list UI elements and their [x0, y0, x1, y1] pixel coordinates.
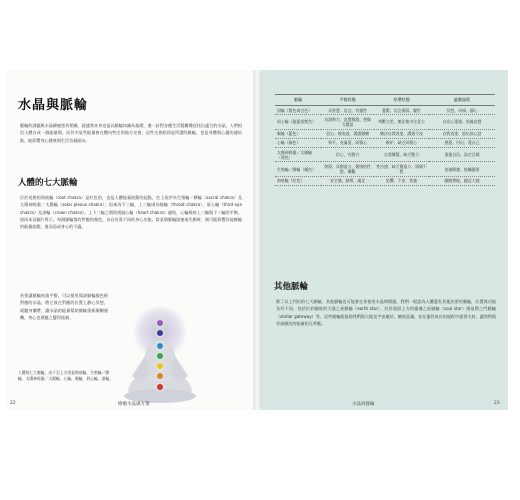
section-body: 位於尾椎的海底輪（root chakra）是紅色的，也是人體能量流動的起點，往上依序為生殖輪／臍輪（sacral chakra）及太陽神經叢／太陽輪（solar plexus chakra）；再來為下三輪，上三輪則為喉輪（throat chakra）、眉心輪（third eye chakra）及頂輪（crown chakra）。上下三輪之間則透過心輪（heart chakra）連結，心輪維持上三輪與下三輪的平衡。如同本頁圖片所示，每個脈輪都有對應的顏色，各自負責不同的身心功能。當某個脈輪阻塞或失衡時，便可能影響其他脈輪的能量流動，進而造成身心的不適。	[20, 195, 242, 230]
table-cell: 腳踏實地、親近大地	[429, 176, 495, 185]
table-cell: 重建自信、設定目標	[429, 148, 495, 162]
table-cell: 太陽神經叢／太陽輪（黃色）	[275, 148, 321, 162]
table-cell: 性冷感、缺乏創造力、情緒不穩	[374, 162, 429, 176]
intro-paragraph: 脈輪的課題與水晶療癒密切相關，就連我本身也是以脈輪知識為基礎，進一針對各種生活疑難雜症找出適合的水晶。人們相信人體自成一個能量場，而其中某些能量會在體內特定的地方交會。這些交會點即是所謂的脈輪，也是身體與心靈的連結點，能影響身心健康與生活各個面向。	[20, 123, 242, 143]
book-title-footer: 療癒水晶處方箋	[118, 402, 150, 407]
table-row	[275, 162, 495, 176]
sacral-chakra-dot	[157, 373, 163, 379]
table-cell: 恐懼、不安、焦慮	[374, 176, 429, 185]
table-cell: 喉輪（藍色）	[275, 129, 321, 138]
table-row	[275, 129, 495, 138]
table-row	[275, 138, 495, 147]
table-header: 停滯狀態	[374, 95, 429, 106]
table-cell: 自我懷疑、缺乏動力	[374, 148, 429, 162]
table-cell: 眉心輪（靛藍或紫色）	[275, 115, 321, 129]
table-row	[275, 176, 495, 185]
table-cell: 心輪（綠色）	[275, 138, 321, 147]
table-cell: 自我表達、說出真心話	[429, 129, 495, 138]
left-page	[6, 70, 253, 410]
solar-plexus-chakra-dot	[157, 363, 163, 369]
table-cell: 判斷力差、無法集中注意力	[374, 115, 429, 129]
right-page	[262, 70, 508, 410]
table-cell: 生殖輪／臍輪（橘色）	[275, 162, 321, 176]
table-cell: 海底輪（紅色）	[275, 176, 321, 185]
table-cell: 感恩、付出、愛自己	[429, 138, 495, 147]
table-cell: 信心、有動力	[321, 148, 374, 162]
table-cell: 頂輪（紫色或白色）	[275, 106, 321, 115]
table-cell: 具智慧、信念、有靈性	[321, 106, 374, 115]
table-cell: 無法自我表達、溝通不良	[374, 129, 429, 138]
section-title: 其他脈輪	[274, 282, 309, 292]
table-cell: 和平、充滿愛、同情心	[321, 138, 374, 147]
meditation-figure	[112, 306, 208, 406]
table-cell: 信心、擅表達、溝通順暢	[321, 129, 374, 138]
heart-chakra-dot	[157, 353, 163, 359]
chapter-title-footer: 水晶與脈輪	[352, 402, 375, 407]
page-title: 水晶與脈輪	[18, 98, 89, 113]
page-number-right: 23	[494, 401, 500, 406]
section-body: 除了以上列出的七大脈輪，其他脈輪也可能會在你使用水晶時開啟。我們一般認為人體還有其他次要的脈輪，位置與功能各有不同，包括位於腳底的大地之星脈輪（earth star）、位於頭頂上方的靈魂之星脈輪（soul star）與星際之門脈輪（stellar gateway）等。這些脈輪能協助我們與大地及宇宙連結，擴展意識，並在靈性成長的過程中提供支持，讓我們與更高層次的能量相互呼應。	[276, 299, 496, 326]
table-cell: 培養興趣、接觸藝術	[429, 162, 495, 176]
table-header: 脈輪	[275, 95, 321, 106]
root-chakra-dot	[157, 384, 163, 390]
page-number-left: 22	[10, 401, 16, 406]
table-cell: 自信心重建、培養直覺	[429, 115, 495, 129]
table-cell: 具洞察力、直覺敏銳、想像力豐富	[321, 115, 374, 129]
book-gutter	[253, 70, 262, 410]
figure-caption: 人體的七大脈輪，由下至上分別是海底輪、生殖輪／臍輪、太陽神經叢／太陽輪、心輪、喉輪、眉心輪、頂輪。	[18, 370, 113, 381]
table-cell: 憂鬱、信念薄弱、厭世	[374, 106, 429, 115]
table-cell: 安全感、踏實、滿足	[321, 176, 374, 185]
table-cell: 熱情、具創造力、健康的性慾、樂觀	[321, 162, 374, 176]
table-header: 適應過程	[429, 95, 495, 106]
table-row	[275, 148, 495, 162]
crown-chakra-dot	[157, 320, 163, 326]
section-title: 人體的七大脈輪	[18, 178, 78, 188]
table-cell: 冥想、祈禱、靜心	[429, 106, 495, 115]
table-row	[275, 106, 495, 115]
throat-chakra-dot	[157, 343, 163, 349]
third-eye-chakra-dot	[157, 330, 163, 336]
table-row	[275, 115, 495, 129]
section-body-2: 若要讓脈輪恢復平衡，可以使用與該脈輪顏色相對應的水晶，將它放在對應的位置上靜心冥想，或隨身攜帶，讓水晶的能量幫助脈輪重新順暢運轉，身心也會隨之變得協調。	[20, 293, 108, 320]
table-header: 平衡狀態	[321, 95, 374, 106]
chakra-table	[275, 94, 495, 186]
table-cell: 嫉妒、缺乏同理心	[374, 138, 429, 147]
